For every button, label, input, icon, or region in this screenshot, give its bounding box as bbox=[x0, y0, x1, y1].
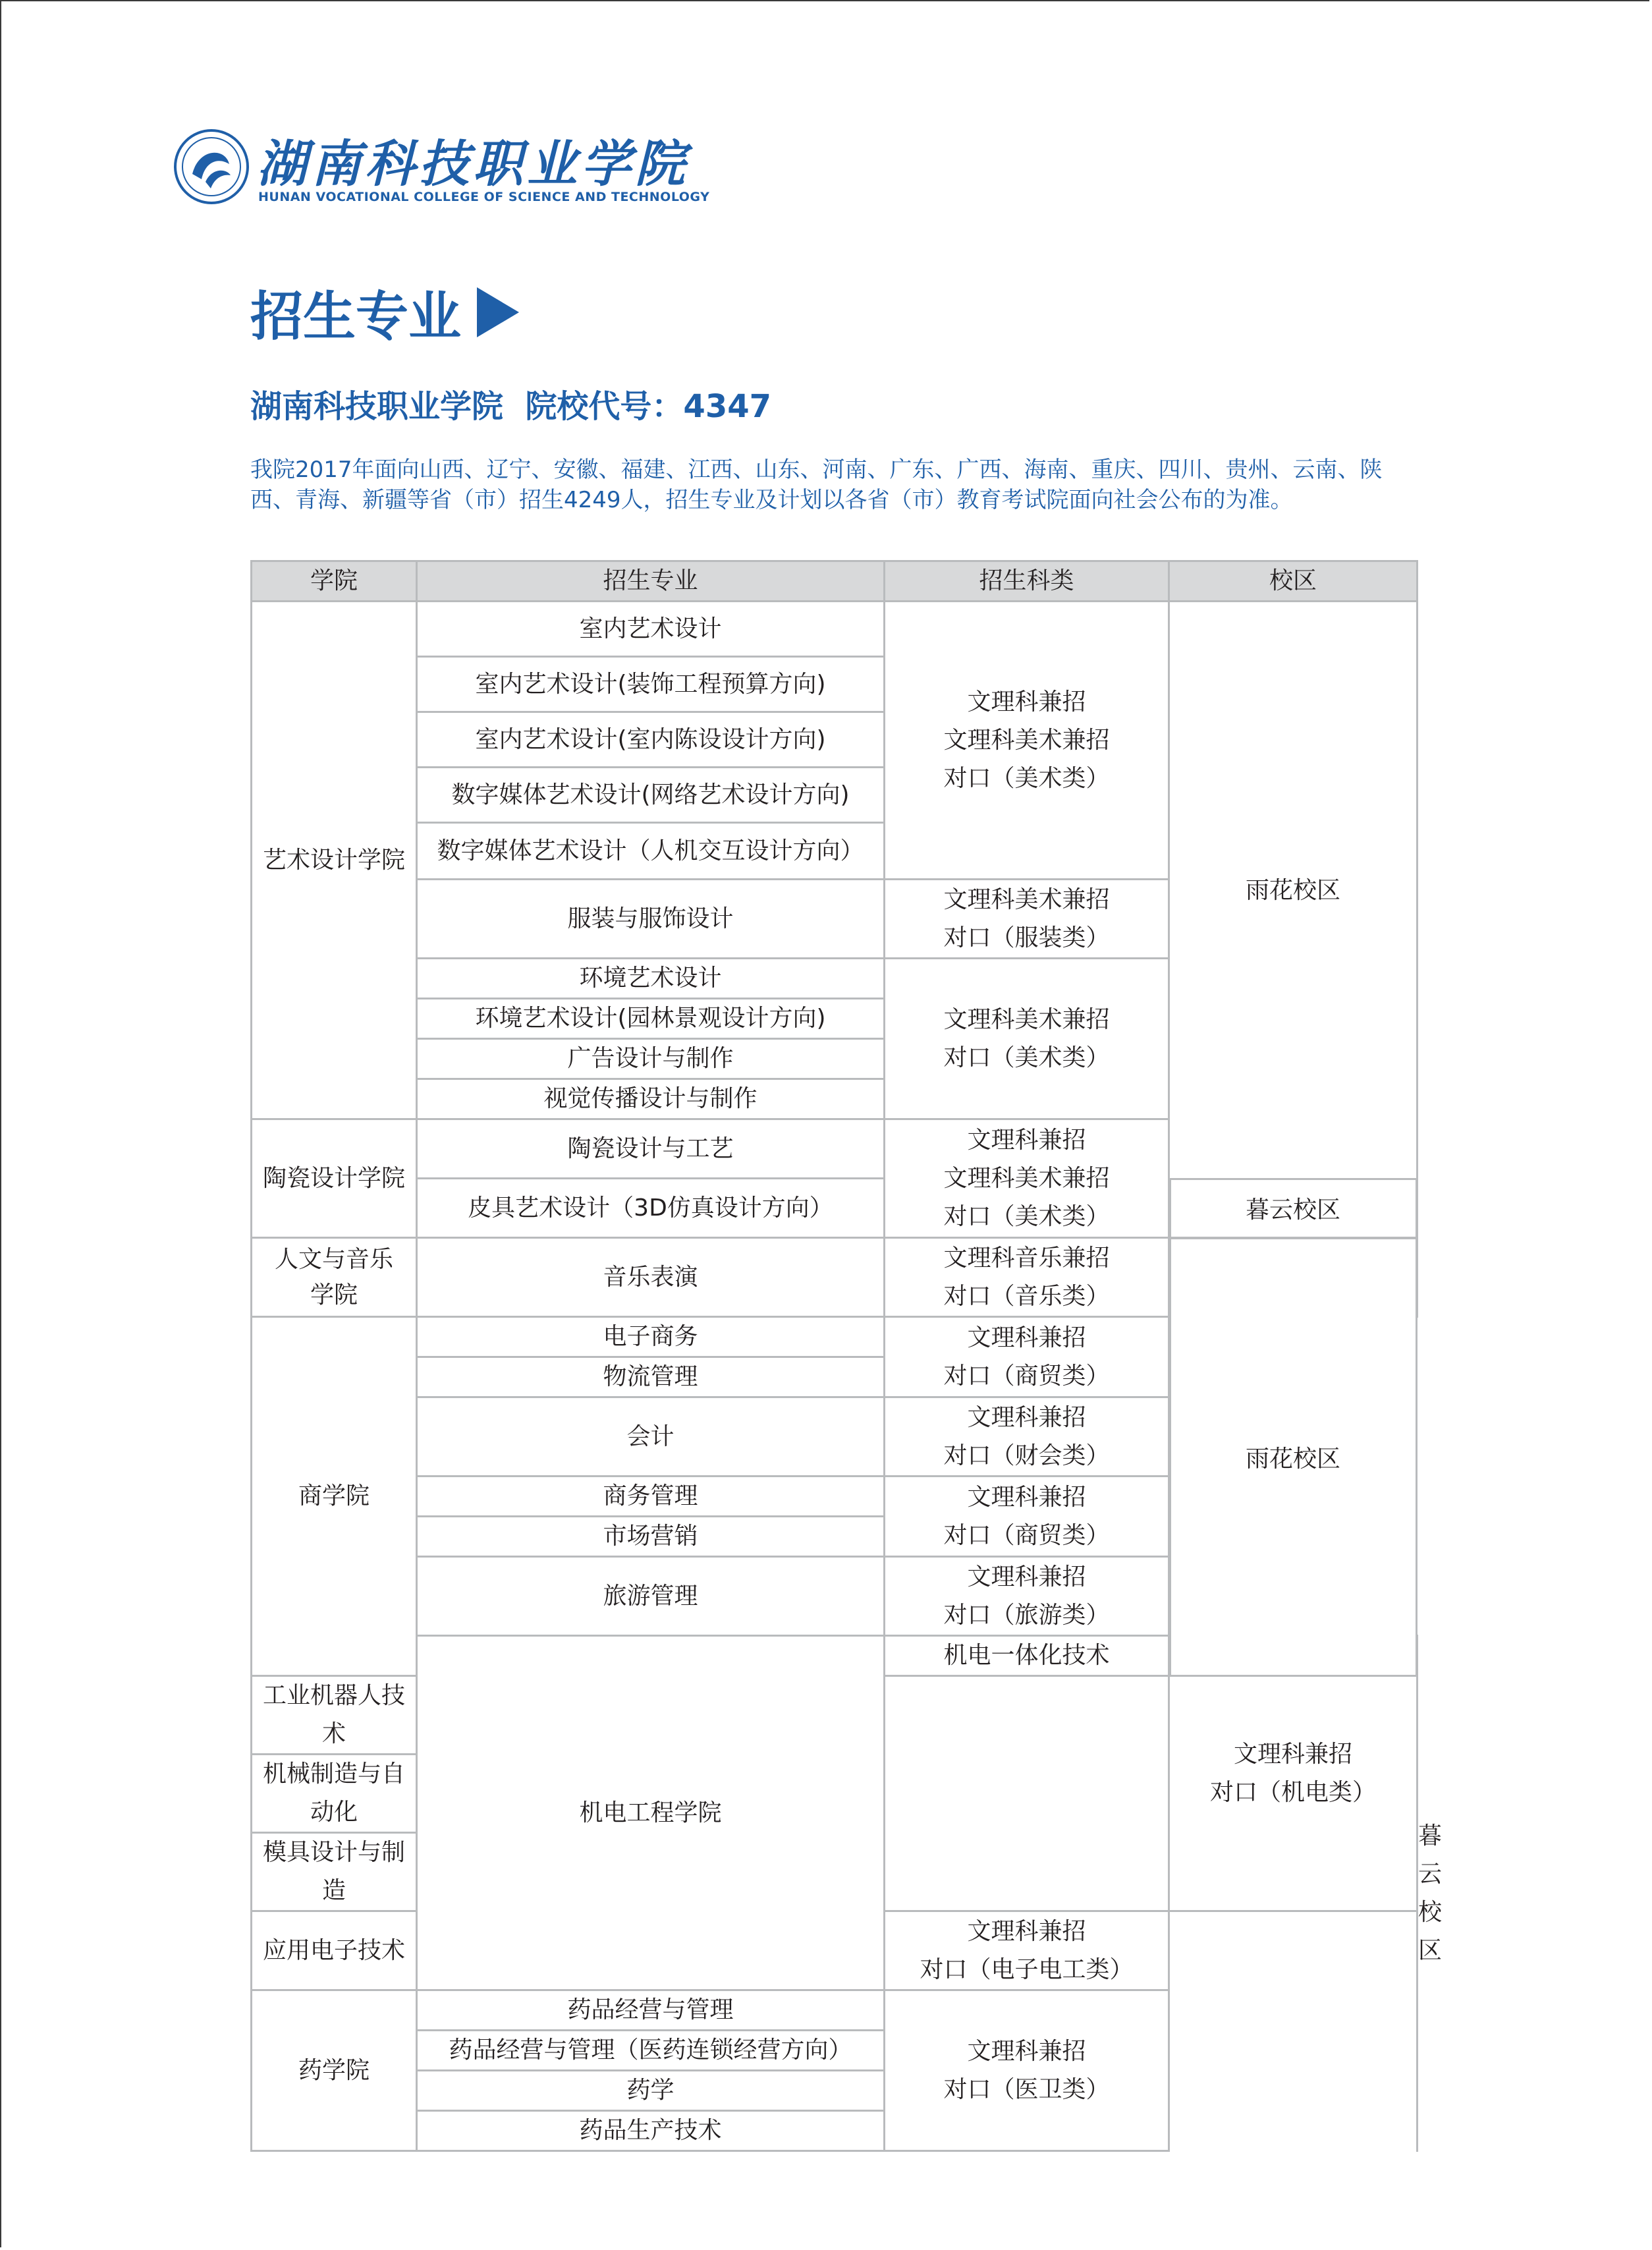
campus-cell-label: 暮云校区 bbox=[1245, 1196, 1340, 1223]
table-row bbox=[252, 2111, 1418, 2151]
major-cell: 工业机器人技术 bbox=[252, 1676, 417, 1755]
major-cell: 机械制造与自动化 bbox=[252, 1755, 417, 1833]
college-emblem-icon bbox=[173, 128, 250, 206]
category-cell: 文理科音乐兼招 对口（音乐类） bbox=[885, 1238, 1169, 1317]
campus-cell bbox=[1169, 1178, 1418, 1239]
table-row bbox=[252, 602, 1418, 657]
section-heading-text: 招生专业 bbox=[250, 286, 461, 347]
category-cell: 文理科兼招 对口（商贸类） bbox=[885, 1317, 1169, 1397]
major-cell: 药品经营与管理（医药连锁经营方向） bbox=[417, 2031, 885, 2071]
major-cell: 视觉传播设计与制作 bbox=[417, 1079, 885, 1119]
college-logo bbox=[173, 124, 710, 210]
header-campus: 校区 bbox=[1169, 561, 1418, 602]
category-cell: 文理科兼招 文理科美术兼招 对口（美术类） bbox=[885, 1119, 1169, 1238]
campus-cell bbox=[1169, 1237, 1418, 1677]
college-cell: 艺术设计学院 bbox=[252, 602, 417, 1119]
category-cell: 文理科美术兼招 对口（美术类） bbox=[885, 959, 1169, 1119]
major-cell: 陶瓷设计与工艺 bbox=[417, 1119, 885, 1179]
category-cell: 文理科兼招 对口（财会类） bbox=[885, 1397, 1169, 1477]
header-college: 学院 bbox=[252, 561, 417, 602]
major-cell: 会计 bbox=[417, 1397, 885, 1477]
intro-paragraph: 我院2017年面向山西、辽宁、安徽、福建、江西、山东、河南、广东、广西、海南、重庆、四川、贵州、云南、陕西、青海、新疆等省（市）招生4249人，招生专业及计划以各省（市）教育考试院面向社会公布的为准。 bbox=[250, 457, 1383, 513]
category-cell: 文理科兼招 对口（旅游类） bbox=[885, 1557, 1169, 1636]
category-cell: 文理科兼招 对口（医卫类） bbox=[885, 1990, 1169, 2151]
college-code-heading: 湖南科技职业学院 院校代号：4347 bbox=[250, 388, 772, 425]
major-cell: 数字媒体艺术设计（人机交互设计方向） bbox=[417, 823, 885, 880]
major-cell: 机电一体化技术 bbox=[885, 1636, 1169, 1676]
campus-cell: 雨花校区 bbox=[1169, 602, 1418, 1317]
major-cell: 室内艺术设计(室内陈设设计方向) bbox=[417, 712, 885, 768]
major-cell: 药品经营与管理 bbox=[417, 1990, 885, 2031]
category-cell: 文理科兼招 对口（商贸类） bbox=[885, 1477, 1169, 1557]
header-major: 招生专业 bbox=[417, 561, 885, 602]
major-cell: 环境艺术设计(园林景观设计方向) bbox=[417, 999, 885, 1039]
table-row bbox=[252, 1990, 1418, 2031]
college-cell: 药学院 bbox=[252, 1990, 417, 2151]
category-cell: 文理科美术兼招 对口（服装类） bbox=[885, 880, 1169, 959]
major-cell: 皮具艺术设计（3D仿真设计方向） bbox=[417, 1179, 885, 1238]
header-category: 招生科类 bbox=[885, 561, 1169, 602]
major-cell: 音乐表演 bbox=[417, 1238, 885, 1317]
major-cell: 应用电子技术 bbox=[252, 1911, 417, 1990]
logo-name-en: HUNAN VOCATIONAL COLLEGE OF SCIENCE AND TECHNOLOGY bbox=[258, 190, 710, 204]
major-cell: 环境艺术设计 bbox=[417, 959, 885, 999]
major-cell: 物流管理 bbox=[417, 1357, 885, 1397]
section-heading bbox=[250, 274, 519, 350]
major-cell: 药品生产技术 bbox=[417, 2111, 885, 2151]
college-cell: 陶瓷设计学院 bbox=[252, 1119, 417, 1238]
major-cell: 电子商务 bbox=[417, 1317, 885, 1357]
major-cell: 广告设计与制作 bbox=[417, 1039, 885, 1079]
major-cell: 市场营销 bbox=[417, 1517, 885, 1557]
category-cell: 文理科兼招 文理科美术兼招 对口（美术类） bbox=[885, 602, 1169, 880]
college-cell: 商学院 bbox=[252, 1317, 417, 1676]
major-cell: 数字媒体艺术设计(网络艺术设计方向) bbox=[417, 768, 885, 823]
college-cell: 人文与音乐学院 bbox=[252, 1238, 417, 1317]
major-cell: 服装与服饰设计 bbox=[417, 880, 885, 959]
college-cell: 机电工程学院 bbox=[417, 1636, 885, 1990]
triangle-arrow-icon bbox=[477, 287, 519, 337]
campus-cell-label: 雨花校区 bbox=[1245, 1445, 1340, 1473]
major-cell: 旅游管理 bbox=[417, 1557, 885, 1636]
major-cell: 药学 bbox=[417, 2071, 885, 2111]
major-cell: 模具设计与制造 bbox=[252, 1833, 417, 1911]
table-row: 机电工程学院 机电一体化技术 文理科兼招 对口（机电类） 暮云校区 bbox=[252, 1636, 1418, 1676]
table-header-row bbox=[252, 561, 1418, 602]
table-row bbox=[252, 2031, 1418, 2071]
category-cell: 文理科兼招 对口（机电类） bbox=[1169, 1636, 1418, 1911]
table-row bbox=[252, 2071, 1418, 2111]
major-cell: 室内艺术设计 bbox=[417, 602, 885, 657]
category-cell: 文理科兼招 对口（电子电工类） bbox=[885, 1911, 1169, 1990]
logo-name-cn: 湖南科技职业学院 bbox=[257, 134, 689, 193]
major-cell: 室内艺术设计(装饰工程预算方向) bbox=[417, 657, 885, 712]
major-cell: 商务管理 bbox=[417, 1477, 885, 1517]
